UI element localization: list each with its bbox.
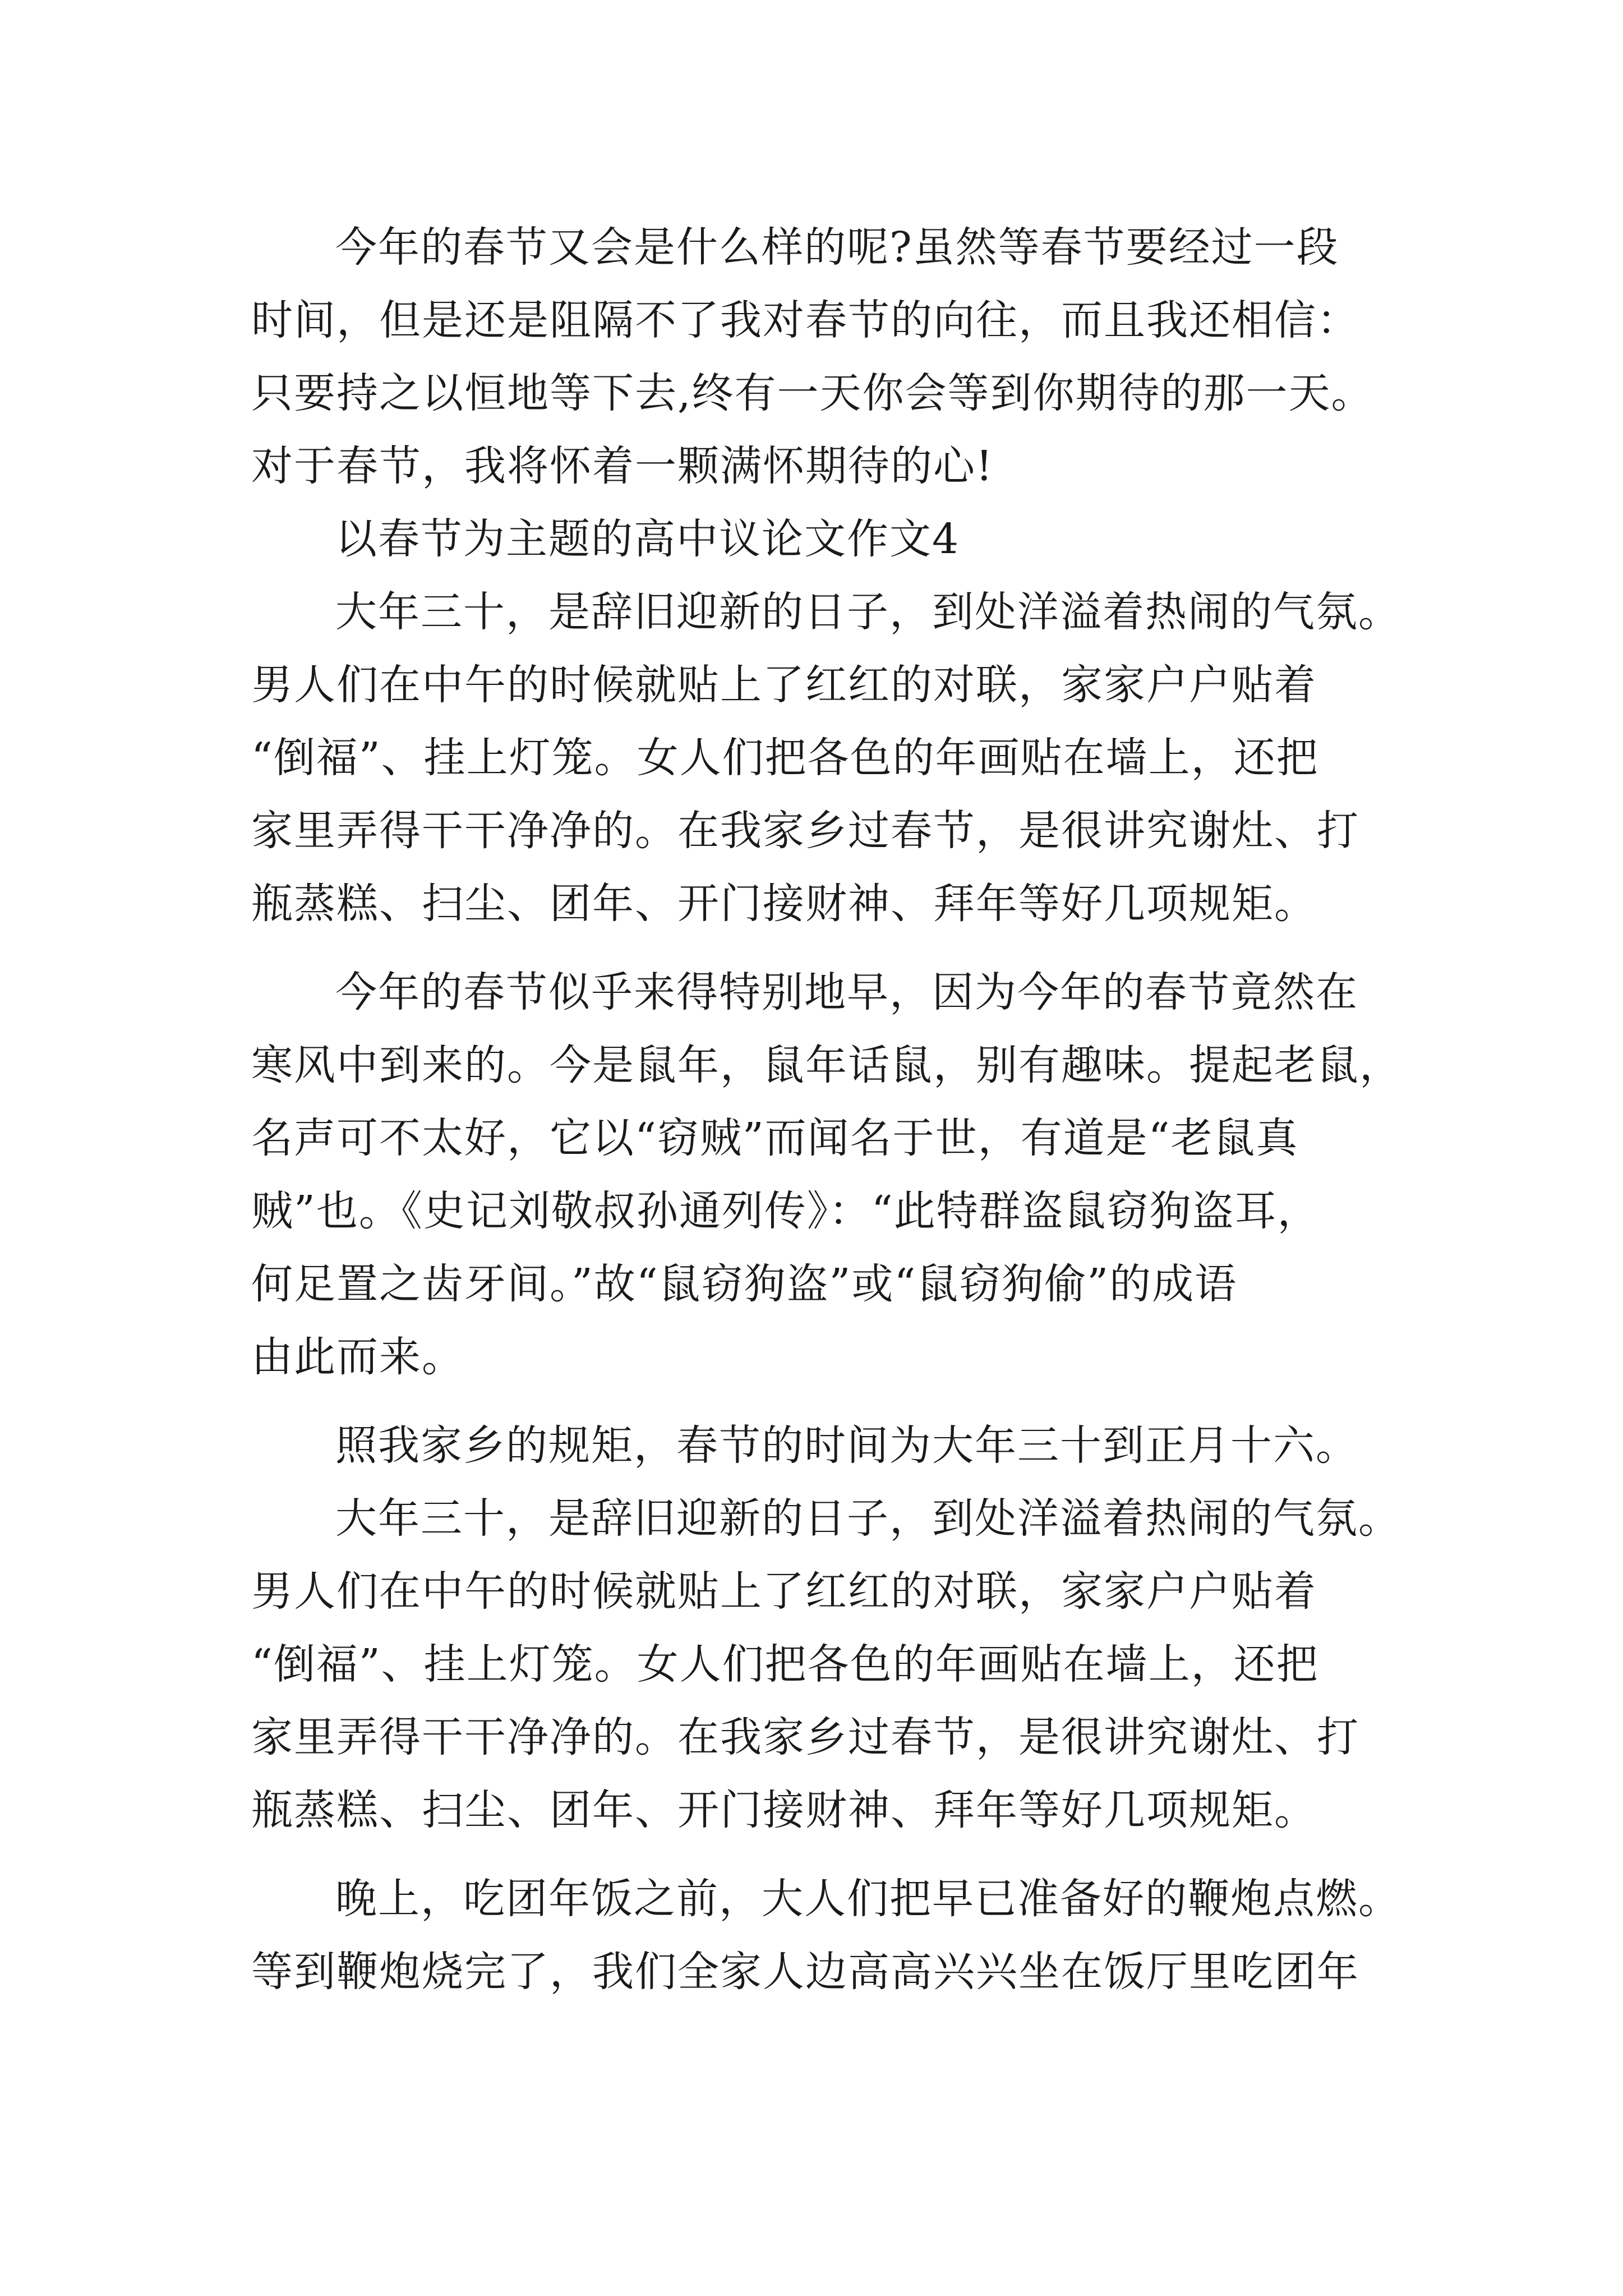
text-line: 名声可不太好，它以“窃贼”而闻名于世，有道是“老鼠真 xyxy=(251,1114,1299,1162)
text-line: 时间，但是还是阻隔不了我对春节的向往，而且我还相信： xyxy=(251,296,1359,344)
text-line: “倒福”、挂上灯笼。女人们把各色的年画贴在墙上，还把 xyxy=(251,1640,1319,1688)
text-line: 今年的春节似乎来得特别地早，因为今年的春节竟然在 xyxy=(335,968,1358,1016)
text-line: 瓶蒸糕、扫尘、团年、开门接财神、拜年等好几项规矩。 xyxy=(251,880,1317,928)
text-line: 男人们在中午的时候就贴上了红红的对联，家家户户贴着 xyxy=(251,661,1317,709)
text-line: 照我家乡的规矩，春节的时间为大年三十到正月十六。 xyxy=(335,1421,1358,1470)
text-line: 等到鞭炮烧完了，我们全家人边高高兴兴坐在饭厅里吃团年 xyxy=(251,1948,1359,1996)
text-line: 瓶蒸糕、扫尘、团年、开门接财神、拜年等好几项规矩。 xyxy=(251,1786,1317,1834)
text-line: 男人们在中午的时候就贴上了红红的对联，家家户户贴着 xyxy=(251,1567,1317,1616)
text-line: 寒风中到来的。今是鼠年，鼠年话鼠，别有趣味。提起老鼠， xyxy=(251,1041,1402,1089)
text-line: 贼”也。《史记刘敬叔孙通列传》：“此特群盗鼠窃狗盗耳， xyxy=(251,1187,1320,1235)
text-line: 家里弄得干干净净的。在我家乡过春节，是很讲究谢灶、打 xyxy=(251,1713,1359,1761)
text-line: 大年三十，是辞旧迎新的日子，到处洋溢着热闹的气氛。 xyxy=(335,1494,1401,1543)
text-line: 由此而来。 xyxy=(251,1333,464,1381)
text-line: 只要持之以恒地等下去,终有一天你会等到你期待的那一天。 xyxy=(251,369,1374,417)
text-line: 对于春节，我将怀着一颗满怀期待的心! xyxy=(251,442,994,490)
section-heading: 以春节为主题的高中议论文作文4 xyxy=(335,515,960,563)
text-line: “倒福”、挂上灯笼。女人们把各色的年画贴在墙上，还把 xyxy=(251,734,1319,782)
text-line: 晚上，吃团年饭之前，大人们把早已准备好的鞭炮点燃。 xyxy=(335,1875,1401,1923)
text-line: 何足置之齿牙间。”故“鼠窃狗盗”或“鼠窃狗偷”的成语 xyxy=(251,1260,1238,1308)
document-body xyxy=(251,211,1435,2008)
text-line: 家里弄得干干净净的。在我家乡过春节，是很讲究谢灶、打 xyxy=(251,807,1359,855)
text-line: 今年的春节又会是什么样的呢?虽然等春节要经过一段 xyxy=(335,223,1339,272)
text-line: 大年三十，是辞旧迎新的日子，到处洋溢着热闹的气氛。 xyxy=(335,588,1401,636)
